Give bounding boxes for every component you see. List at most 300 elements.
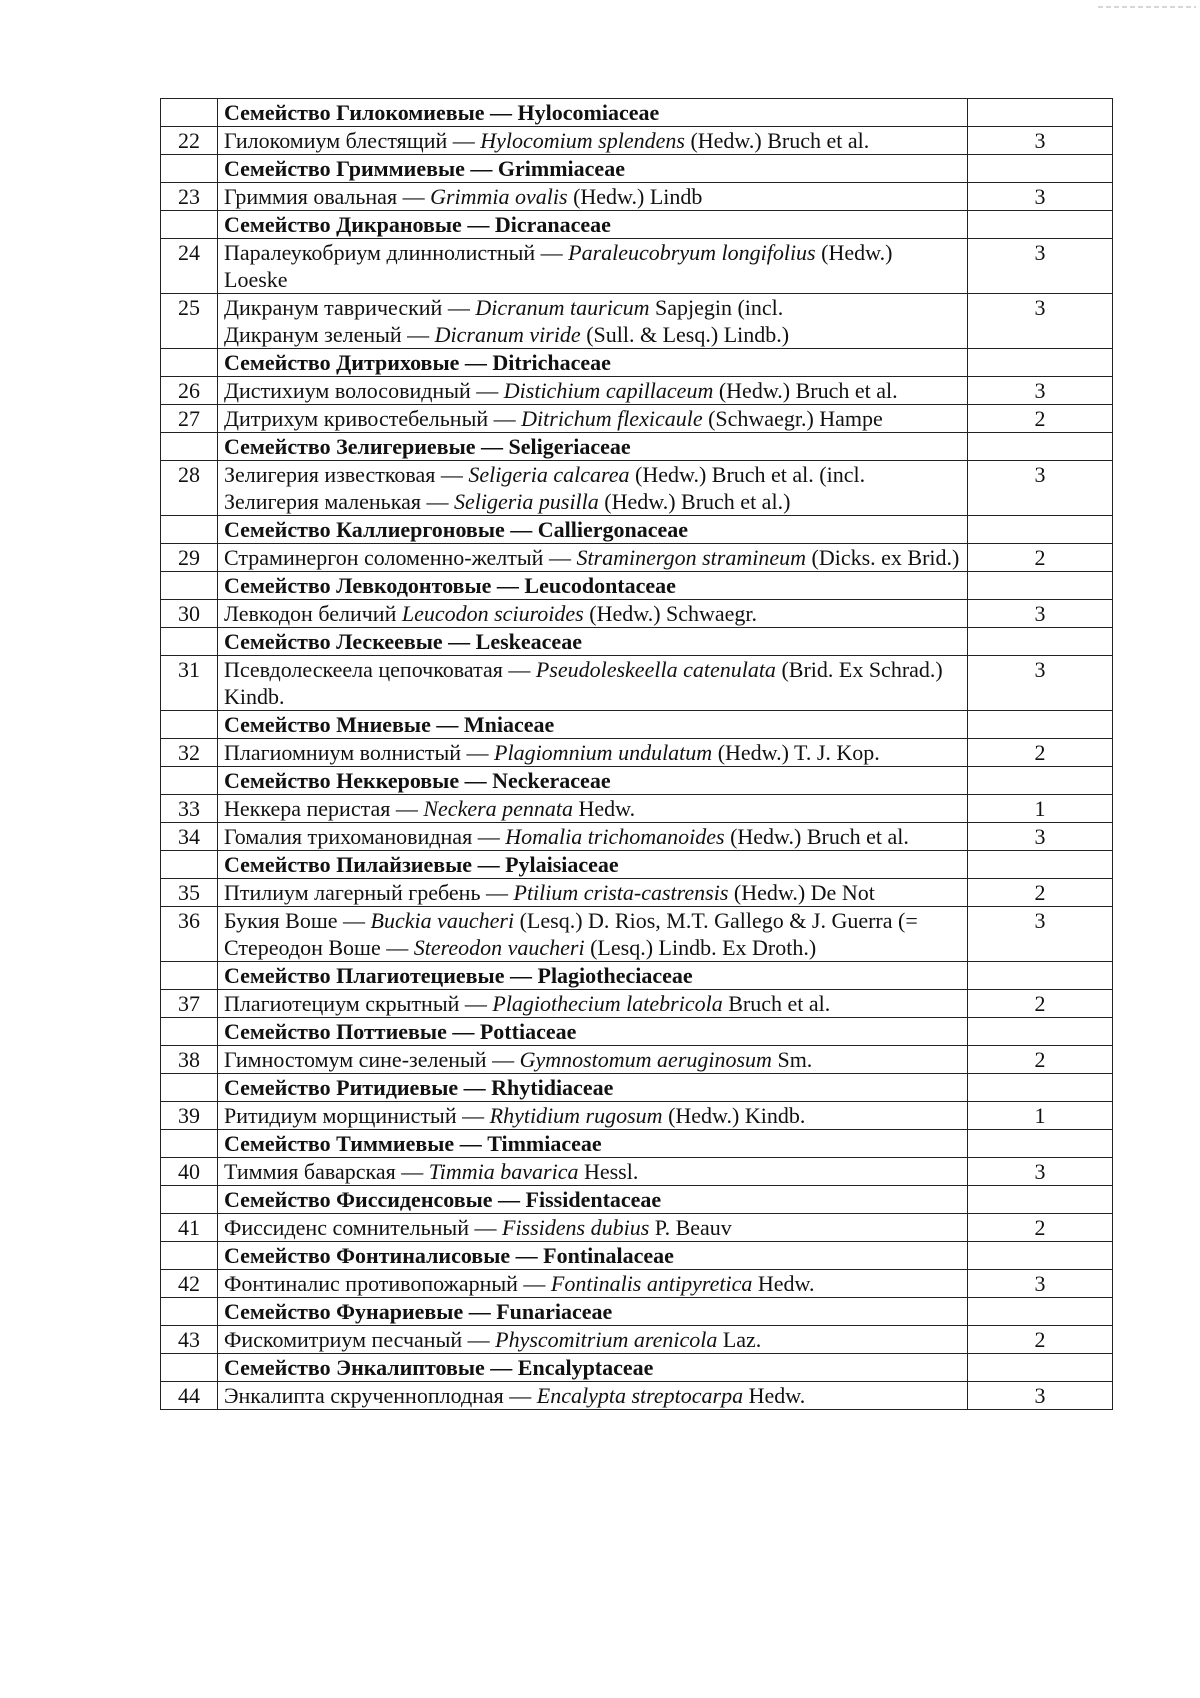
name-separator: — (504, 963, 538, 988)
russian-name: Стереодон Воше (224, 935, 381, 960)
latin-name: Fissidens dubius (502, 1215, 650, 1240)
name-separator: — (484, 100, 518, 125)
species-row (161, 823, 1113, 851)
latin-name: Funariaceae (496, 1299, 613, 1324)
status-category: 2 (968, 1214, 1113, 1242)
status-category (968, 99, 1113, 127)
authority: (Hedw.) De Not (728, 880, 875, 905)
row-number: 24 (161, 239, 218, 294)
authority: (Lesq.) D. Rios, M.T. Gallego & J. Guerra (= (514, 908, 918, 933)
species-row (161, 1046, 1113, 1074)
latin-name: Calliergonaceae (537, 517, 689, 542)
status-category: 3 (968, 239, 1113, 294)
russian-name: Семейство Мниевые (224, 712, 431, 737)
family-name (218, 572, 968, 600)
family-row (161, 211, 1113, 239)
status-category (968, 767, 1113, 795)
name-separator: — (469, 1215, 502, 1240)
authority: (Hedw.) Bruch et al. (incl. (629, 462, 866, 487)
latin-name: Fissidentaceae (525, 1187, 662, 1212)
name-separator: — (462, 1327, 496, 1352)
species-name (218, 127, 968, 155)
row-number (161, 99, 218, 127)
name-separator: — (502, 657, 536, 682)
row-number: 22 (161, 127, 218, 155)
row-number: 23 (161, 183, 218, 211)
russian-name: Зелигерия маленькая (224, 489, 421, 514)
name-separator: — (492, 1187, 526, 1212)
russian-name: Семейство Фиссиденсовые (224, 1187, 493, 1212)
russian-name: Семейство Фунариевые (224, 1299, 464, 1324)
family-row (161, 516, 1113, 544)
family-row (161, 155, 1113, 183)
row-number: 40 (161, 1158, 218, 1186)
russian-name: Зелигерия известковая (224, 462, 436, 487)
russian-name: Семейство Лескеевые (224, 629, 443, 654)
latin-name: Seligeria calcarea (468, 462, 630, 487)
species-row (161, 294, 1113, 349)
latin-name: Plagiothecium latebricola (492, 991, 723, 1016)
family-row (161, 711, 1113, 739)
russian-name: Семейство Дикрановые (224, 212, 462, 237)
authority: (Dicks. ex Brid.) (806, 545, 960, 570)
family-row (161, 1354, 1113, 1382)
row-number (161, 1354, 218, 1382)
row-number: 30 (161, 600, 218, 628)
name-separator: — (486, 1047, 520, 1072)
authority: Hedw. (752, 1271, 815, 1296)
species-name (218, 600, 968, 628)
species-row (161, 990, 1113, 1018)
family-name (218, 1018, 968, 1046)
name-separator: — (442, 629, 476, 654)
russian-name: Семейство Дитриховые (224, 350, 460, 375)
name-separator: — (435, 462, 469, 487)
latin-name: Timmia bavarica (428, 1159, 579, 1184)
family-name (218, 851, 968, 879)
species-name (218, 183, 968, 211)
name-separator: — (459, 991, 493, 1016)
russian-name: Гриммия овальная (224, 184, 398, 209)
species-name (218, 795, 968, 823)
row-number (161, 1130, 218, 1158)
species-name (218, 1382, 968, 1410)
family-name (218, 962, 968, 990)
row-number: 39 (161, 1102, 218, 1130)
name-separator: — (461, 212, 495, 237)
family-row (161, 1130, 1113, 1158)
russian-name: Семейство Пилайзиевые (224, 852, 473, 877)
authority: (Hedw.) Bruch et al. (713, 378, 898, 403)
name-separator: — (430, 712, 464, 737)
latin-name: Plagiotheciaceae (537, 963, 693, 988)
name-separator: — (380, 935, 414, 960)
latin-name: Mniaceae (463, 712, 555, 737)
latin-name: Distichium capillaceum (503, 378, 714, 403)
row-number (161, 155, 218, 183)
species-name (218, 990, 968, 1018)
species-name (218, 879, 968, 907)
status-category (968, 1186, 1113, 1214)
russian-name: Семейство Энкалиптовые (224, 1355, 485, 1380)
status-category: 3 (968, 127, 1113, 155)
name-separator: — (446, 1019, 480, 1044)
family-name (218, 99, 968, 127)
status-category: 3 (968, 600, 1113, 628)
name-separator: — (535, 240, 569, 265)
status-category (968, 1130, 1113, 1158)
authority: Sapjegin (incl. (649, 295, 784, 320)
row-number: 34 (161, 823, 218, 851)
species-row (161, 127, 1113, 155)
species-name (218, 823, 968, 851)
family-name (218, 1298, 968, 1326)
name-separator: — (484, 1355, 518, 1380)
family-name (218, 1242, 968, 1270)
latin-name: Rhytidium rugosum (489, 1103, 663, 1128)
russian-name: Плагиомниум волнистый (224, 740, 462, 765)
name-separator: — (480, 880, 514, 905)
latin-name: Physcomitrium arenicola (495, 1327, 718, 1352)
status-category (968, 851, 1113, 879)
russian-name: Фискомитриум песчаный (224, 1327, 463, 1352)
name-separator: — (488, 406, 522, 431)
status-category: 3 (968, 823, 1113, 851)
russian-name: Гомалия трихомановидная (224, 824, 473, 849)
name-separator: — (459, 768, 493, 793)
authority: P. Beauv (649, 1215, 732, 1240)
name-separator: — (459, 350, 493, 375)
species-name (218, 239, 968, 294)
authority: Sm. (771, 1047, 813, 1072)
family-row (161, 433, 1113, 461)
row-number (161, 628, 218, 656)
status-category: 2 (968, 739, 1113, 767)
species-name (218, 405, 968, 433)
latin-name: Timmiaceae (487, 1131, 602, 1156)
russian-name: Дитрихум кривостебельный (224, 406, 489, 431)
latin-name: Buckia vaucheri (370, 908, 515, 933)
species-table (160, 98, 1113, 1410)
species-name (218, 739, 968, 767)
family-row (161, 1018, 1113, 1046)
latin-name: Ptilium crista-castrensis (513, 880, 729, 905)
family-row (161, 628, 1113, 656)
name-separator: — (461, 740, 495, 765)
status-category: 1 (968, 795, 1113, 823)
name-separator: — (401, 322, 435, 347)
status-category: 2 (968, 544, 1113, 572)
row-number (161, 349, 218, 377)
species-row (161, 907, 1113, 962)
russian-name: Дикранум таврический (224, 295, 443, 320)
latin-name: Hylocomiaceae (517, 100, 660, 125)
russian-name: Семейство Плагиотециевые (224, 963, 505, 988)
family-row (161, 572, 1113, 600)
authority: Laz. (717, 1327, 762, 1352)
species-row (161, 600, 1113, 628)
family-name (218, 1354, 968, 1382)
family-row (161, 99, 1113, 127)
russian-name: Фиссиденс сомнительный (224, 1215, 469, 1240)
latin-name: Ditrichum flexicaule (521, 406, 703, 431)
scan-artifact-mark (1098, 6, 1196, 8)
species-row (161, 377, 1113, 405)
family-row (161, 1298, 1113, 1326)
latin-name: Neckeraceae (492, 768, 611, 793)
russian-name: Семейство Ритидиевые (224, 1075, 459, 1100)
species-row (161, 544, 1113, 572)
species-name (218, 1326, 968, 1354)
name-separator: — (470, 378, 504, 403)
russian-name: Дикранум зеленый (224, 322, 402, 347)
row-number (161, 962, 218, 990)
russian-name: Гимностомум сине-зеленый (224, 1047, 487, 1072)
authority: (Hedw.) Schwaegr. (583, 601, 758, 626)
latin-name: Homalia trichomanoides (505, 824, 725, 849)
name-separator: — (397, 184, 431, 209)
name-separator: — (447, 128, 481, 153)
authority: (Sull. & Lesq.) Lindb.) (580, 322, 790, 347)
name-separator: — (504, 517, 538, 542)
name-separator: — (420, 489, 454, 514)
row-number (161, 1186, 218, 1214)
latin-name: Encalypta streptocarpa (536, 1383, 744, 1408)
latin-name: Dicranum tauricum (475, 295, 650, 320)
latin-name: Pylaisiaceae (505, 852, 619, 877)
authority: (Hedw.) T. J. Kop. (712, 740, 880, 765)
family-row (161, 1186, 1113, 1214)
species-row (161, 183, 1113, 211)
russian-name: Дистихиум волосовидный (224, 378, 471, 403)
status-category: 3 (968, 1158, 1113, 1186)
status-category: 3 (968, 294, 1113, 349)
latin-name: Hylocomium splendens (480, 128, 685, 153)
authority: Hessl. (578, 1159, 639, 1184)
name-separator: — (337, 908, 371, 933)
russian-name: Неккера перистая (224, 796, 391, 821)
species-row (161, 1102, 1113, 1130)
latin-name: Encalyptaceae (517, 1355, 654, 1380)
name-separator: — (442, 295, 476, 320)
family-name (218, 767, 968, 795)
family-row (161, 1074, 1113, 1102)
species-row (161, 405, 1113, 433)
status-category (968, 1354, 1113, 1382)
row-number: 44 (161, 1382, 218, 1410)
latin-name: Leucodon sciuroides (401, 601, 584, 626)
name-separator: — (472, 824, 506, 849)
row-number (161, 1074, 218, 1102)
name-separator: — (464, 156, 498, 181)
row-number (161, 1242, 218, 1270)
name-separator: — (510, 1243, 544, 1268)
status-category (968, 962, 1113, 990)
authority: (Schwaegr.) Hampe (702, 406, 883, 431)
row-number: 32 (161, 739, 218, 767)
family-name (218, 1130, 968, 1158)
row-number: 25 (161, 294, 218, 349)
authority: (Hedw.) Loeske (224, 240, 893, 292)
row-number (161, 711, 218, 739)
latin-name: Fontinalis antipyretica (550, 1271, 753, 1296)
latin-name: Seligeriaceae (508, 434, 631, 459)
species-row (161, 1214, 1113, 1242)
russian-name: Семейство Тиммиевые (224, 1131, 455, 1156)
authority: (Hedw.) Bruch et al. (724, 824, 909, 849)
status-category: 1 (968, 1102, 1113, 1130)
family-name (218, 711, 968, 739)
latin-name: Grimmiaceae (497, 156, 625, 181)
russian-name: Левкодон беличий (224, 601, 397, 626)
status-category: 3 (968, 1382, 1113, 1410)
status-category: 3 (968, 907, 1113, 962)
family-row (161, 851, 1113, 879)
species-name (218, 1158, 968, 1186)
latin-name: Plagiomnium undulatum (494, 740, 713, 765)
authority: Bruch et al. (722, 991, 831, 1016)
russian-name: Семейство Фонтиналисовые (224, 1243, 511, 1268)
latin-name: Fontinalaceae (543, 1243, 674, 1268)
authority: (Hedw.) Bruch et al. (684, 128, 870, 153)
status-category (968, 155, 1113, 183)
russian-name: Фонтиналис противопожарный (224, 1271, 518, 1296)
name-separator: — (543, 545, 577, 570)
name-separator: — (458, 1075, 492, 1100)
authority: (Brid. Ex Schrad.) Kindb. (224, 657, 943, 709)
row-number: 31 (161, 656, 218, 711)
status-category (968, 1242, 1113, 1270)
species-name (218, 294, 968, 349)
latin-name: Dicranum viride (434, 322, 581, 347)
status-category: 2 (968, 990, 1113, 1018)
latin-name: Stereodon vaucheri (413, 935, 585, 960)
name-separator: — (503, 1383, 537, 1408)
authority: Hedw. (743, 1383, 806, 1408)
authority: Hedw. (573, 796, 636, 821)
family-row (161, 1242, 1113, 1270)
row-number: 36 (161, 907, 218, 962)
authority: (Hedw.) Lindb (567, 184, 703, 209)
row-number: 26 (161, 377, 218, 405)
russian-name: Ритидиум морщинистый (224, 1103, 457, 1128)
status-category (968, 711, 1113, 739)
species-name (218, 377, 968, 405)
family-row (161, 349, 1113, 377)
family-name (218, 1186, 968, 1214)
latin-name: Dicranaceae (494, 212, 611, 237)
russian-name: Семейство Неккеровые (224, 768, 460, 793)
row-number: 42 (161, 1270, 218, 1298)
row-number (161, 1018, 218, 1046)
latin-name: Grimmia ovalis (430, 184, 568, 209)
status-category (968, 628, 1113, 656)
family-name (218, 516, 968, 544)
status-category (968, 1018, 1113, 1046)
status-category: 3 (968, 656, 1113, 711)
russian-name: Семейство Левкодонтовые (224, 573, 492, 598)
species-row (161, 1382, 1113, 1410)
name-separator: — (491, 573, 525, 598)
status-category: 3 (968, 377, 1113, 405)
russian-name: Букия Воше (224, 908, 338, 933)
species-row (161, 461, 1113, 516)
species-row (161, 239, 1113, 294)
russian-name: Семейство Гилокомиевые (224, 100, 485, 125)
status-category: 3 (968, 461, 1113, 516)
species-table-body (161, 99, 1113, 1410)
russian-name: Псевдолескеела цепочковатая (224, 657, 503, 682)
family-name (218, 349, 968, 377)
name-separator: — (463, 1299, 497, 1324)
species-name (218, 1102, 968, 1130)
row-number (161, 516, 218, 544)
russian-name: Паралеукобриум длиннолистный (224, 240, 536, 265)
row-number (161, 1298, 218, 1326)
status-category: 2 (968, 1326, 1113, 1354)
species-name (218, 1046, 968, 1074)
name-separator: — (475, 434, 509, 459)
status-category: 2 (968, 879, 1113, 907)
russian-name: Семейство Гриммиевые (224, 156, 465, 181)
row-number: 29 (161, 544, 218, 572)
row-number: 28 (161, 461, 218, 516)
latin-name: Rhytidiaceae (491, 1075, 614, 1100)
status-category (968, 516, 1113, 544)
status-category (968, 433, 1113, 461)
name-separator: — (517, 1271, 551, 1296)
row-number: 33 (161, 795, 218, 823)
species-name (218, 1270, 968, 1298)
family-row (161, 767, 1113, 795)
family-name (218, 211, 968, 239)
status-category (968, 1298, 1113, 1326)
latin-name: Pseudoleskeella catenulata (535, 657, 776, 682)
authority: (Lesq.) Lindb. Ex Droth.) (584, 935, 817, 960)
latin-name: Ditrichaceae (492, 350, 611, 375)
latin-name: Straminergon stramineum (576, 545, 807, 570)
name-separator: — (454, 1131, 488, 1156)
species-row (161, 795, 1113, 823)
species-name (218, 656, 968, 711)
status-category: 3 (968, 183, 1113, 211)
family-name (218, 433, 968, 461)
latin-name: Pottiaceae (479, 1019, 577, 1044)
family-row (161, 962, 1113, 990)
status-category (968, 349, 1113, 377)
row-number (161, 211, 218, 239)
russian-name: Энкалипта скрученноплодная (224, 1383, 504, 1408)
russian-name: Плагиотециум скрытный (224, 991, 460, 1016)
status-category: 2 (968, 1046, 1113, 1074)
russian-name: Семейство Зелигериевые (224, 434, 476, 459)
latin-name: Neckera pennata (423, 796, 574, 821)
family-name (218, 1074, 968, 1102)
row-number: 38 (161, 1046, 218, 1074)
family-name (218, 628, 968, 656)
latin-name: Paraleucobryum longifolius (568, 240, 816, 265)
latin-name: Leskeaceae (475, 629, 582, 654)
name-separator: — (390, 796, 424, 821)
russian-name: Страминергон соломенно-желтый (224, 545, 544, 570)
row-number (161, 767, 218, 795)
species-row (161, 1158, 1113, 1186)
name-separator: — (395, 1159, 429, 1184)
russian-name: Семейство Каллиергоновые (224, 517, 505, 542)
row-number (161, 572, 218, 600)
species-row (161, 656, 1113, 711)
name-separator: — (456, 1103, 490, 1128)
